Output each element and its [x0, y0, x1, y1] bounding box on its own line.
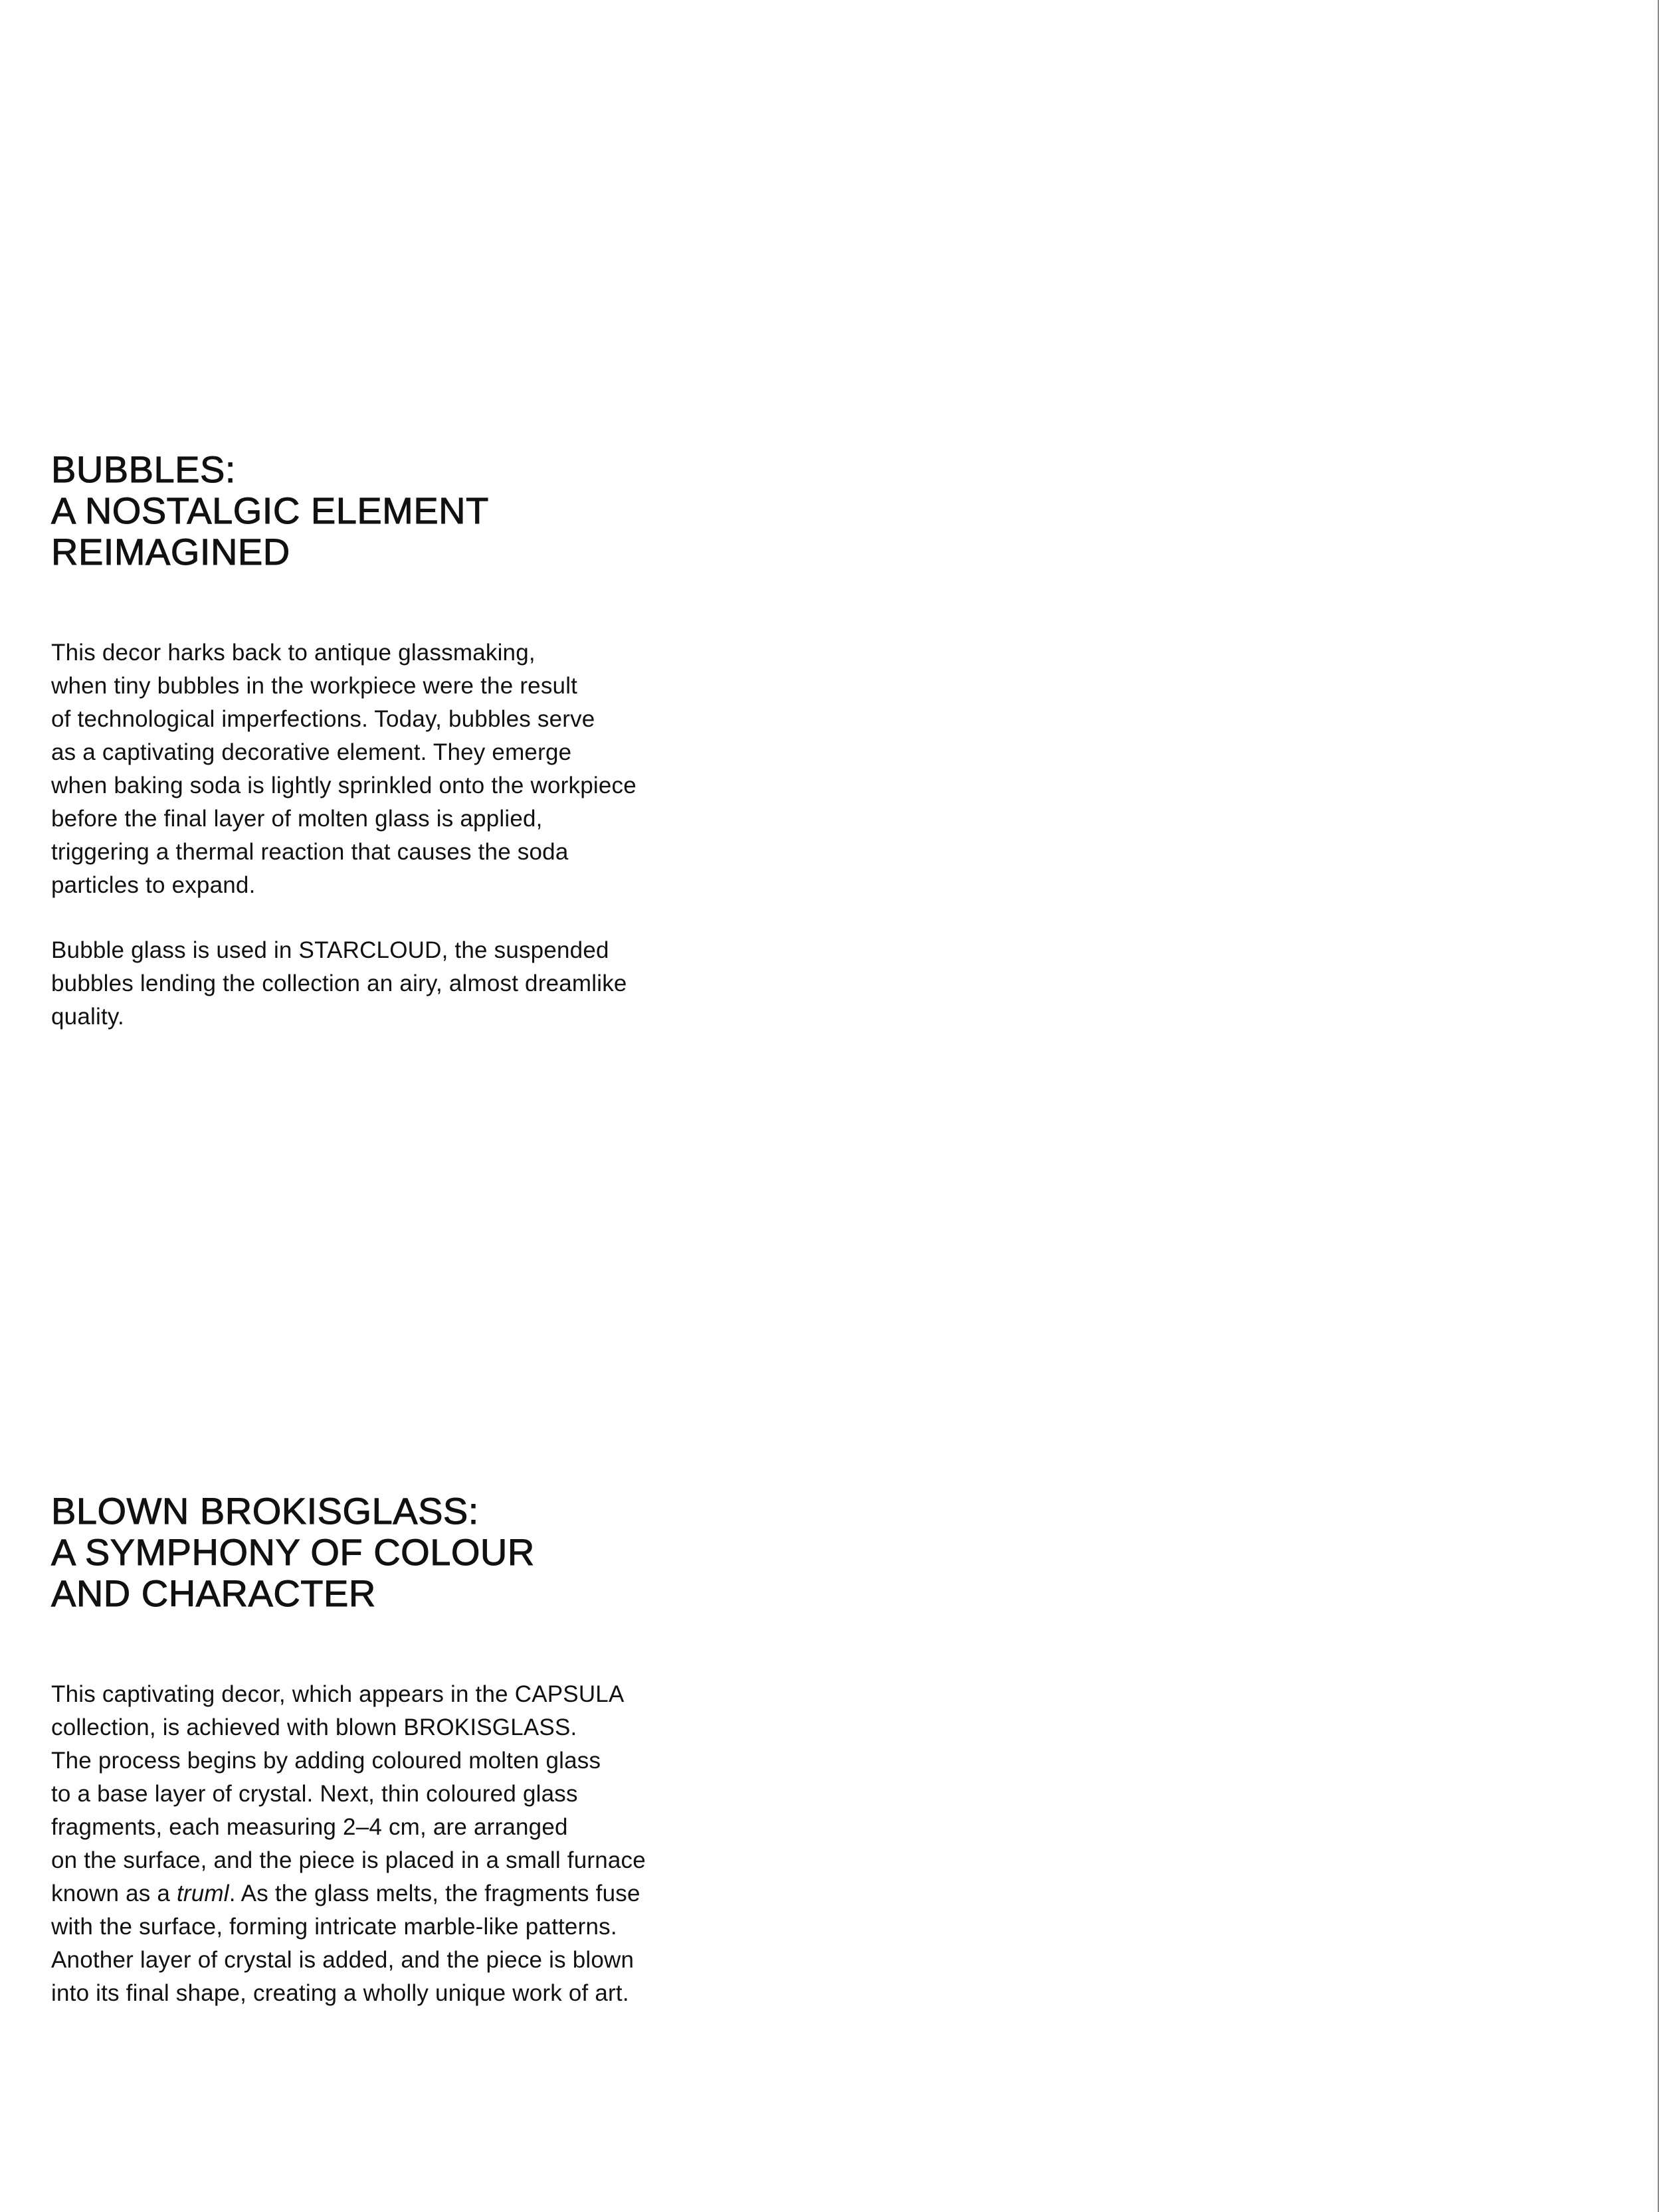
text-line: before the final layer of molten glass is applied, [51, 806, 543, 832]
section-title-bubbles [51, 449, 769, 573]
paragraph-bubbles-intro [51, 636, 636, 902]
text-line: Bubble glass is used in STARCLOUD, the suspended [51, 937, 609, 963]
text-line: This decor harks back to antique glassmaking, [51, 640, 536, 666]
italic-term-truml: truml [176, 1881, 229, 1906]
title-line: BUBBLES: [51, 448, 236, 490]
text-line: collection, is achieved with blown BROKISGLASS. [51, 1714, 577, 1740]
title-line: A SYMPHONY OF COLOUR [51, 1531, 535, 1573]
text-line: This captivating decor, which appears in the CAPSULA [51, 1681, 625, 1707]
text-line: to a base layer of crystal. Next, thin coloured glass [51, 1781, 578, 1807]
text-line: into its final shape, creating a wholly unique work of art. [51, 1980, 629, 2006]
title-line: REIMAGINED [51, 531, 290, 573]
section-blown-brokisglass [51, 1490, 769, 2006]
text-line: as a captivating decorative element. They emerge [51, 739, 572, 765]
text-line-italic-term [51, 1877, 646, 1910]
text-fragment: known as a [51, 1881, 177, 1906]
text-line: bubbles lending the collection an airy, almost dreamlike [51, 970, 627, 996]
text-line: with the surface, forming intricate marble-like patterns. [51, 1914, 617, 1940]
section-bubbles [51, 448, 769, 1030]
paragraph-bubbles-starcloud [51, 934, 627, 1034]
title-line: AND CHARACTER [51, 1572, 376, 1614]
text-line: fragments, each measuring 2–4 cm, are arranged [51, 1814, 568, 1840]
text-line: The process begins by adding coloured molten glass [51, 1748, 601, 1774]
text-line: when tiny bubbles in the workpiece were the result [51, 673, 578, 699]
title-line: A NOSTALGIC ELEMENT [51, 490, 489, 531]
section-title-brokisglass [51, 1491, 769, 1614]
text-line: when baking soda is lightly sprinkled onto the workpiece [51, 773, 636, 798]
text-line: particles to expand. [51, 872, 256, 898]
text-line: quality. [51, 1004, 124, 1030]
paragraph-brokisglass [51, 1678, 646, 2010]
text-fragment: . As the glass melts, the fragments fuse [229, 1881, 640, 1906]
text-line: triggering a thermal reaction that causes the soda [51, 839, 569, 865]
text-line: Another layer of crystal is added, and the piece is blown [51, 1947, 634, 1973]
title-line: BLOWN BROKISGLASS: [51, 1490, 479, 1532]
text-line: on the surface, and the piece is placed in a small furnace [51, 1847, 646, 1873]
text-line: of technological imperfections. Today, bubbles serve [51, 706, 595, 732]
